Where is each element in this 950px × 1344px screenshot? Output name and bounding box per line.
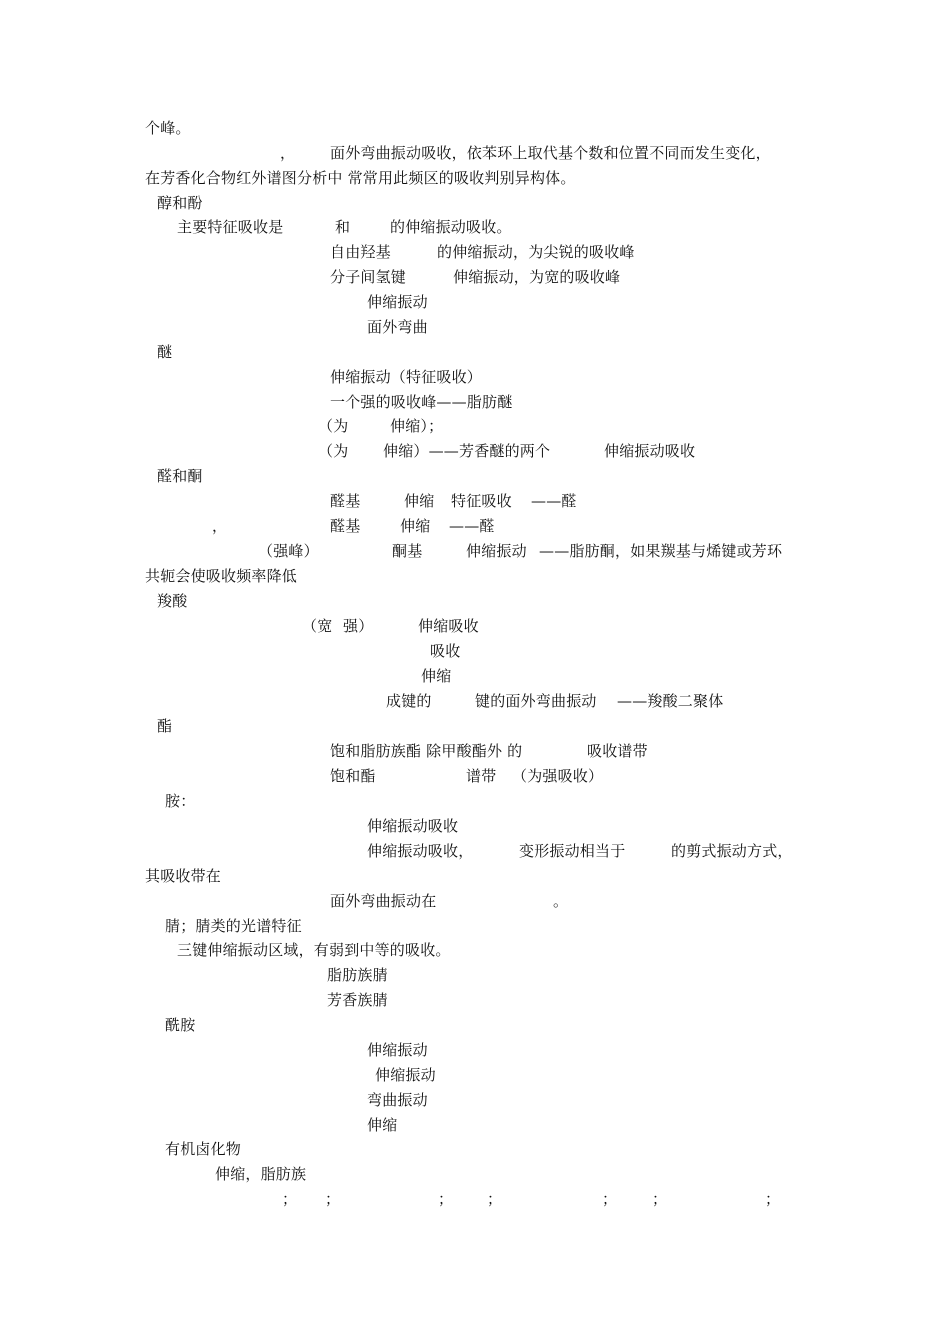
text-line: 一个强的吸收峰——脂肪醚 bbox=[330, 393, 513, 411]
text-line: 伸缩振动，为宽的吸收峰 bbox=[453, 268, 621, 286]
text-line: 面外弯曲 bbox=[367, 318, 428, 336]
text-line: ——羧酸二聚体 bbox=[617, 692, 724, 710]
text-line: 伸缩）； bbox=[390, 417, 444, 435]
text-line: 伸缩振动吸收 bbox=[604, 442, 696, 460]
text-line: ——脂肪酮，如果羰基与烯键或芳环 bbox=[539, 542, 783, 560]
text-line: 和 bbox=[335, 218, 351, 236]
text-line: 面外弯曲振动吸收，依苯环上取代基个数和位置不同而发生变化， bbox=[330, 144, 771, 162]
section-heading: 醛和酮 bbox=[157, 467, 203, 485]
section-heading: 羧酸 bbox=[157, 592, 188, 610]
text-line: 谱带 bbox=[466, 767, 497, 785]
text-line: 醛基 bbox=[330, 517, 361, 535]
text-line: 主要特征吸收是 bbox=[177, 218, 284, 236]
text-line: 吸收谱带 bbox=[587, 742, 648, 760]
text-line: 芳香族腈 bbox=[327, 991, 388, 1009]
text-line: 伸缩振动吸收 bbox=[367, 817, 459, 835]
text-line: 伸缩 bbox=[421, 667, 452, 685]
text-line: ； bbox=[602, 1190, 618, 1208]
text-line: 自由羟基 bbox=[330, 243, 391, 261]
text-line: 伸缩）——芳香醚的两个 bbox=[383, 442, 551, 460]
text-line: 特征吸收 bbox=[451, 492, 512, 510]
text-line: 强） bbox=[343, 617, 374, 635]
text-line: 个峰。 bbox=[145, 119, 191, 137]
text-line: 饱和酯 bbox=[330, 767, 376, 785]
section-heading: 胺： bbox=[165, 792, 196, 810]
text-line: 伸缩 bbox=[367, 1116, 398, 1134]
text-line: 分子间氢键 bbox=[330, 268, 407, 286]
section-heading: 酰胺 bbox=[165, 1016, 196, 1034]
section-heading: 醚 bbox=[157, 343, 173, 361]
text-line: ； bbox=[765, 1190, 781, 1208]
text-line: 键的面外弯曲振动 bbox=[475, 692, 597, 710]
text-line: （为强吸收） bbox=[512, 767, 604, 785]
text-line: ； bbox=[487, 1190, 503, 1208]
text-line: 伸缩，脂肪族 bbox=[215, 1165, 307, 1183]
text-line: 三键伸缩振动区域，有弱到中等的吸收。 bbox=[177, 941, 451, 959]
text-line: ， bbox=[212, 517, 228, 535]
text-line: 的伸缩振动，为尖锐的吸收峰 bbox=[437, 243, 635, 261]
text-line: 共轭会使吸收频率降低 bbox=[145, 567, 298, 585]
text-line: 成键的 bbox=[386, 692, 432, 710]
text-line: 伸缩振动 bbox=[375, 1066, 436, 1084]
text-line: 吸收 bbox=[430, 642, 461, 660]
text-line: 醛基 bbox=[330, 492, 361, 510]
text-line: 伸缩振动吸收， bbox=[367, 842, 474, 860]
text-line: 其吸收带在 bbox=[145, 867, 222, 885]
text-line: 酮基 bbox=[392, 542, 423, 560]
text-line: 在芳香化合物红外谱图分析中 常常用此频区的吸收判别异构体。 bbox=[145, 169, 576, 187]
section-heading: 有机卤化物 bbox=[165, 1140, 242, 1158]
text-line: ； bbox=[325, 1190, 341, 1208]
text-line: ——醛 bbox=[449, 517, 495, 535]
section-heading: 酯 bbox=[157, 717, 173, 735]
text-line: 脂肪族腈 bbox=[327, 966, 388, 984]
text-line: 伸缩吸收 bbox=[418, 617, 479, 635]
text-line: （为 bbox=[318, 417, 349, 435]
text-line: 伸缩振动 bbox=[367, 293, 428, 311]
text-line: ； bbox=[652, 1190, 668, 1208]
text-line: （宽 bbox=[302, 617, 333, 635]
text-line: 变形振动相当于 bbox=[519, 842, 626, 860]
section-heading: 醇和酚 bbox=[157, 194, 203, 212]
text-line: 伸缩 bbox=[404, 492, 435, 510]
text-line: 伸缩振动 bbox=[466, 542, 527, 560]
text-line: 伸缩 bbox=[400, 517, 431, 535]
text-line: 的剪式振动方式， bbox=[671, 842, 793, 860]
text-line: ； bbox=[282, 1190, 298, 1208]
text-line: 伸缩振动 bbox=[367, 1041, 428, 1059]
text-line: （强峰） bbox=[258, 542, 319, 560]
text-line: 饱和脂肪族酯 除甲酸酯外 的 bbox=[330, 742, 523, 760]
text-line: 弯曲振动 bbox=[367, 1091, 428, 1109]
text-line: ； bbox=[438, 1190, 454, 1208]
text-line: 的伸缩振动吸收。 bbox=[390, 218, 512, 236]
text-line: ——醛 bbox=[531, 492, 577, 510]
text-line: 面外弯曲振动在 bbox=[330, 892, 437, 910]
text-line: （为 bbox=[318, 442, 349, 460]
text-line: 伸缩振动（特征吸收） bbox=[330, 368, 483, 386]
text-line: ， bbox=[280, 144, 296, 162]
text-line: 。 bbox=[553, 892, 569, 910]
section-heading: 腈；腈类的光谱特征 bbox=[165, 917, 302, 935]
